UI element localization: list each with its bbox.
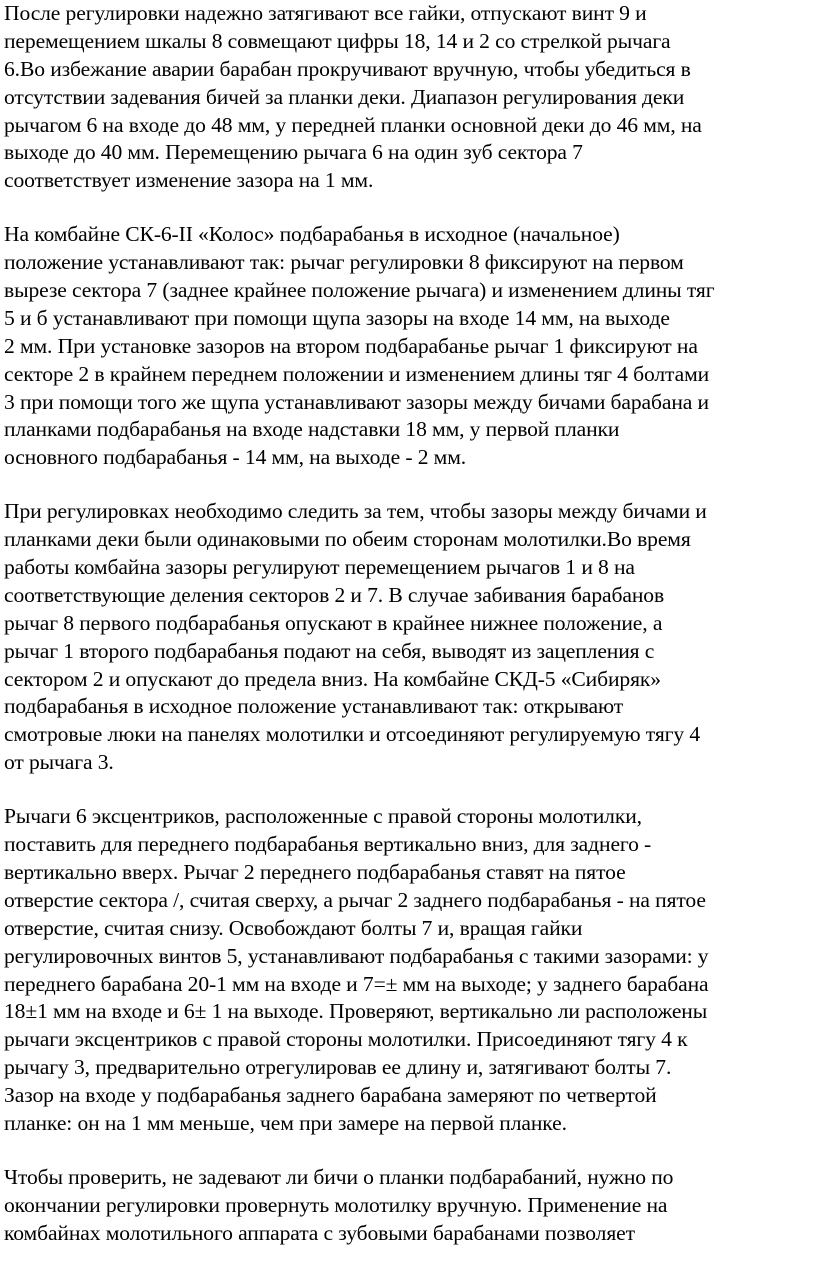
text-line: смотровые люки на панелях молотилки и отсоединяют регулируемую тягу 4 [4, 722, 700, 747]
text-line: 3 при помощи того же щупа устанавливают зазоры между бичами барабана и [4, 389, 709, 414]
text-line: 6.Во избежание аварии барабан прокручивают вручную, чтобы убедиться в [4, 56, 691, 81]
text-line: перемещением шкалы 8 совмещают цифры 18, 14 и 2 со стрелкой рычага [4, 28, 671, 53]
text-line: секторе 2 в крайнем переднем положении и изменением длины тяг 4 болтами [4, 361, 710, 386]
text-line: отсутствии задевания бичей за планки деки. Диапазон регулирования деки [4, 84, 685, 109]
text-line: планке: он на 1 мм меньше, чем при замере на первой планке. [4, 1110, 567, 1135]
text-line: подбарабанья в исходное положение устанавливают так: открывают [4, 694, 624, 719]
text-line: рычаг 1 второго подбарабанья подают на себя, выводят из зацепления с [4, 638, 655, 663]
text-line: соответствует изменение зазора на 1 мм. [4, 168, 374, 193]
paragraph-5 [4, 1164, 816, 1248]
text-line: вертикально вверх. Рычаг 2 переднего подбарабанья ставят на пятое [4, 859, 626, 884]
text-line: рычагу 3, предварительно отрегулировав ее длину и, затягивают болты 7. [4, 1055, 672, 1080]
text-line: регулировочных винтов 5, устанавливают подбарабанья с такими зазорами: у [4, 943, 709, 968]
text-line: отверстие, считая снизу. Освобождают болты 7 и, вращая гайки [4, 915, 583, 940]
text-line: 5 и б устанавливают при помощи щупа зазоры на входе 14 мм, на выходе [4, 305, 670, 330]
text-line: комбайнах молотильного аппарата с зубовыми барабанами позволяет [4, 1220, 635, 1245]
text-line: положение устанавливают так: рычаг регулировки 8 фиксируют на первом [4, 250, 684, 275]
text-line: рычаги эксцентриков с правой стороны молотилки. Присоединяют тягу 4 к [4, 1027, 688, 1052]
text-line: окончании регулировки провернуть молотилку вручную. Применение на [4, 1192, 668, 1217]
paragraph-2 [4, 221, 816, 472]
text-line: основного подбарабанья - 14 мм, на выходе - 2 мм. [4, 445, 467, 470]
text-line: На комбайне СК-6-II «Колос» подбарабанья в исходное (начальное) [4, 222, 620, 247]
text-line: переднего барабана 20-1 мм на входе и 7=± мм на выходе; у заднего барабана [4, 971, 709, 996]
text-line: работы комбайна зазоры регулируют перемещением рычагов 1 и 8 на [4, 555, 635, 580]
text-line: поставить для переднего подбарабанья вертикально вниз, для заднего - [4, 832, 652, 857]
text-line: Зазор на входе у подбарабанья заднего барабана замеряют по четвертой [4, 1083, 657, 1108]
text-line: планками деки были одинаковыми по обеим сторонам молотилки.Во время [4, 527, 691, 552]
document-page [4, 0, 816, 1274]
text-line: Чтобы проверить, не задевают ли бичи о планки подбарабаний, нужно по [4, 1164, 674, 1189]
paragraph-4 [4, 803, 816, 1138]
text-line: После регулировки надежно затягивают все гайки, отпускают винт 9 и [4, 1, 647, 25]
text-line: соответствующие деления секторов 2 и 7. В случае забивания барабанов [4, 582, 665, 607]
text-line: рычагом 6 на входе до 48 мм, у передней планки основной деки до 46 мм, на [4, 112, 702, 137]
text-line: 2 мм. При установке зазоров на втором подбарабанье рычаг 1 фиксируют на [4, 333, 698, 358]
paragraph-1 [4, 0, 816, 195]
text-line: планками подбарабанья на входе надставки 18 мм, у первой планки [4, 417, 620, 442]
text-line: сектором 2 и опускают до предела вниз. На комбайне СКД-5 «Сибиряк» [4, 666, 661, 691]
text-line: отверстие сектора /, считая сверху, а рычаг 2 заднего подбарабанья - на пятое [4, 887, 706, 912]
text-line: вырезе сектора 7 (заднее крайнее положение рычага) и изменением длины тяг [4, 278, 715, 303]
text-line: выходе до 40 мм. Перемещению рычага 6 на один зуб сектора 7 [4, 140, 583, 165]
text-line: 18±1 мм на входе и 6± 1 на выходе. Проверяют, вертикально ли расположены [4, 999, 708, 1024]
text-line: Рычаги 6 эксцентриков, расположенные с правой стороны молотилки, [4, 804, 642, 829]
paragraph-3 [4, 498, 816, 777]
text-line: При регулировках необходимо следить за тем, чтобы зазоры между бичами и [4, 499, 707, 524]
text-line: рычаг 8 первого подбарабанья опускают в крайнее нижнее положение, а [4, 610, 663, 635]
text-line: от рычага 3. [4, 750, 114, 775]
